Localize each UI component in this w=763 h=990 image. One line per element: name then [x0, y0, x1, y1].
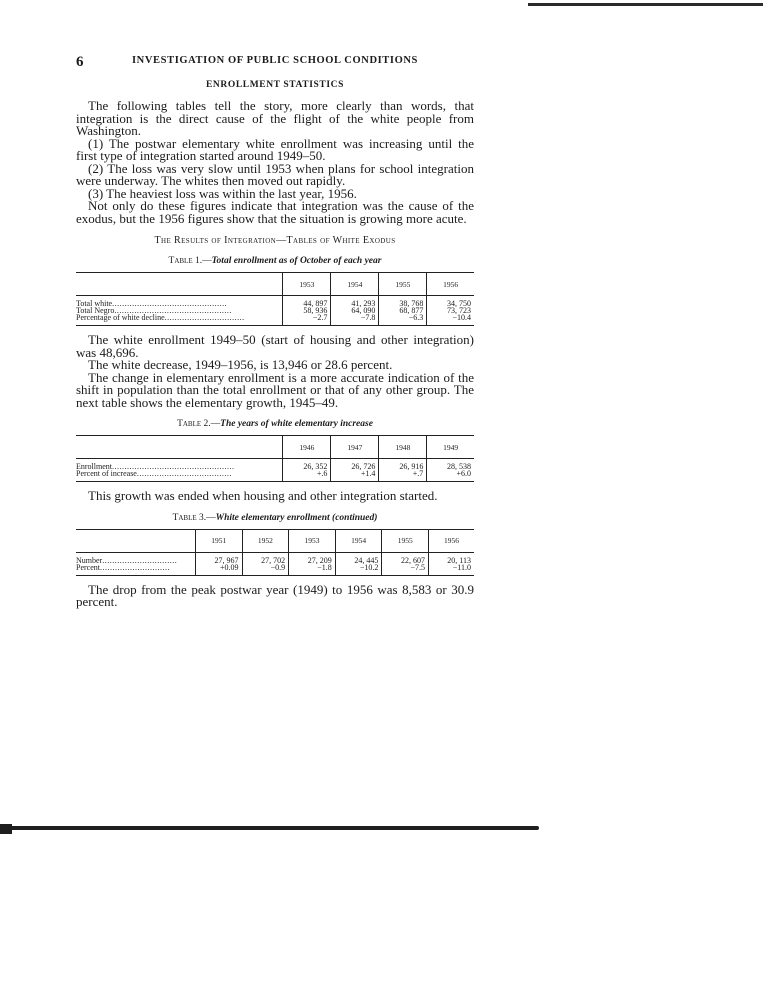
bottom-border-rule [4, 826, 539, 830]
table-cell: 38, 768 68, 877 −6.3 [379, 296, 427, 326]
table-cell: 34, 750 73, 723 −10.4 [427, 296, 474, 326]
running-head: INVESTIGATION OF PUBLIC SCHOOL CONDITIONS [132, 55, 418, 66]
row-label: Total Negro............................................... [76, 306, 232, 315]
table3-year-header: 1955 [382, 529, 429, 552]
table2-label: Table 2. [177, 419, 211, 429]
table-cell: 24, 445 −10.2 [335, 552, 382, 575]
tables-heading: The Results of Integration—Tables of White Exodus [154, 235, 396, 246]
table1-label: Table 1. [168, 256, 203, 266]
page-header [76, 52, 474, 74]
table1-row-labels [76, 296, 283, 326]
table-cell: 27, 967 +0.09 [195, 552, 242, 575]
middle-paragraph-1: The white enrollment 1949–50 (start of housing and other integration) was 48,696. [76, 332, 474, 360]
table3-label: Table 3. [172, 512, 207, 523]
intro-paragraph-5: Not only do these figures indicate that integration was the cause of the exodus, but the 1956 figures show that the situation is growing more acute. [76, 198, 474, 226]
table3-year-header: 1956 [429, 529, 474, 552]
table3-year-header: 1952 [242, 529, 289, 552]
table-cell: 27, 702 −0.9 [242, 552, 289, 575]
table1 [76, 272, 474, 326]
row-label: Percent............................ [76, 562, 170, 572]
top-border-rule [528, 3, 763, 6]
table3-title: White elementary enrollment [215, 512, 330, 523]
table-cell: 41, 293 64, 090 −7.8 [331, 296, 379, 326]
table3-year-header: 1954 [335, 529, 382, 552]
closing-paragraph: The drop from the peak postwar year (1949) to 1956 was 8,583 or 30.9 percent. [76, 581, 474, 609]
table1-stub-header [76, 273, 283, 296]
table1-year-header: 1954 [331, 273, 379, 296]
table2-row-labels [76, 459, 283, 482]
row-label: Percentage of white decline................................ [76, 313, 245, 322]
table1-title: Total enrollment as of October of each year [211, 256, 382, 266]
table2-stub-header [76, 436, 283, 459]
table-cell: 27, 209 −1.8 [289, 552, 336, 575]
middle-paragraph-2: The white decrease, 1949–1956, is 13,946 or 28.6 percent. [88, 357, 393, 372]
page-number: 6 [76, 54, 84, 70]
table3-year-header: 1951 [195, 529, 242, 552]
table-row [76, 459, 474, 482]
table2-year-header: 1949 [427, 436, 474, 459]
row-label: Total white.............................................. [76, 299, 228, 308]
table2-title: The years of white elementary increase [220, 419, 373, 429]
table-cell: 28, 538 +6.0 [427, 459, 474, 482]
section-heading: ENROLLMENT STATISTICS [206, 80, 344, 90]
middle-paragraph-3: The change in elementary enrollment is a more accurate indication of the shift in population than the total enrollment or that of any other group. The next table shows the elementary growth, 1945–49. [76, 369, 474, 410]
intro-paragraph-4: (3) The heaviest loss was within the last year, 1956. [88, 185, 357, 201]
table-cell: 26, 916 +.7 [379, 459, 427, 482]
growth-paragraph: This growth was ended when housing and other integration started. [88, 488, 438, 503]
row-label: Enrollment................................................. [76, 462, 235, 471]
table1-year-header: 1956 [427, 273, 474, 296]
table-cell: 44, 897 58, 936 −2.7 [283, 296, 331, 326]
table1-year-header: 1953 [283, 273, 331, 296]
table-row [76, 552, 474, 575]
document-page [76, 52, 474, 609]
table2-caption: Table 2.—The years of white elementary increase [177, 419, 373, 429]
row-label: Number.............................. [76, 555, 178, 565]
table-cell: 26, 726 +1.4 [331, 459, 379, 482]
table3-title-suffix: (continued) [332, 512, 378, 523]
intro-paragraph-2: (1) The postwar elementary white enrollment was increasing until the first type of integration started around 1949–50. [76, 135, 474, 163]
table2 [76, 435, 474, 482]
table2-year-header: 1946 [283, 436, 331, 459]
intro-paragraph-3: (2) The loss was very slow until 1953 when plans for school integration were underway. The whites then moved out rapidly. [76, 160, 474, 188]
table-cell: 22, 607 −7.5 [382, 552, 429, 575]
table2-year-header: 1947 [331, 436, 379, 459]
table-row [76, 296, 474, 326]
table3-row-labels [76, 552, 195, 575]
table3-stub-header [76, 529, 195, 552]
table2-year-header: 1948 [379, 436, 427, 459]
table3-year-header: 1953 [289, 529, 336, 552]
table3 [76, 529, 474, 576]
intro-paragraph-1: The following tables tell the story, more clearly than words, that integration is the direct cause of the flight of the white people from Washington. [76, 98, 474, 138]
table-cell: 20, 113 −11.0 [429, 552, 474, 575]
table-cell: 26, 352 +.6 [283, 459, 331, 482]
table1-caption: Table 1.—Total enrollment as of October of each year [168, 256, 382, 266]
row-label: Percent of increase...................................... [76, 469, 232, 478]
table3-caption: Table 3.—White elementary enrollment (continued) [172, 512, 378, 523]
table1-year-header: 1955 [379, 273, 427, 296]
